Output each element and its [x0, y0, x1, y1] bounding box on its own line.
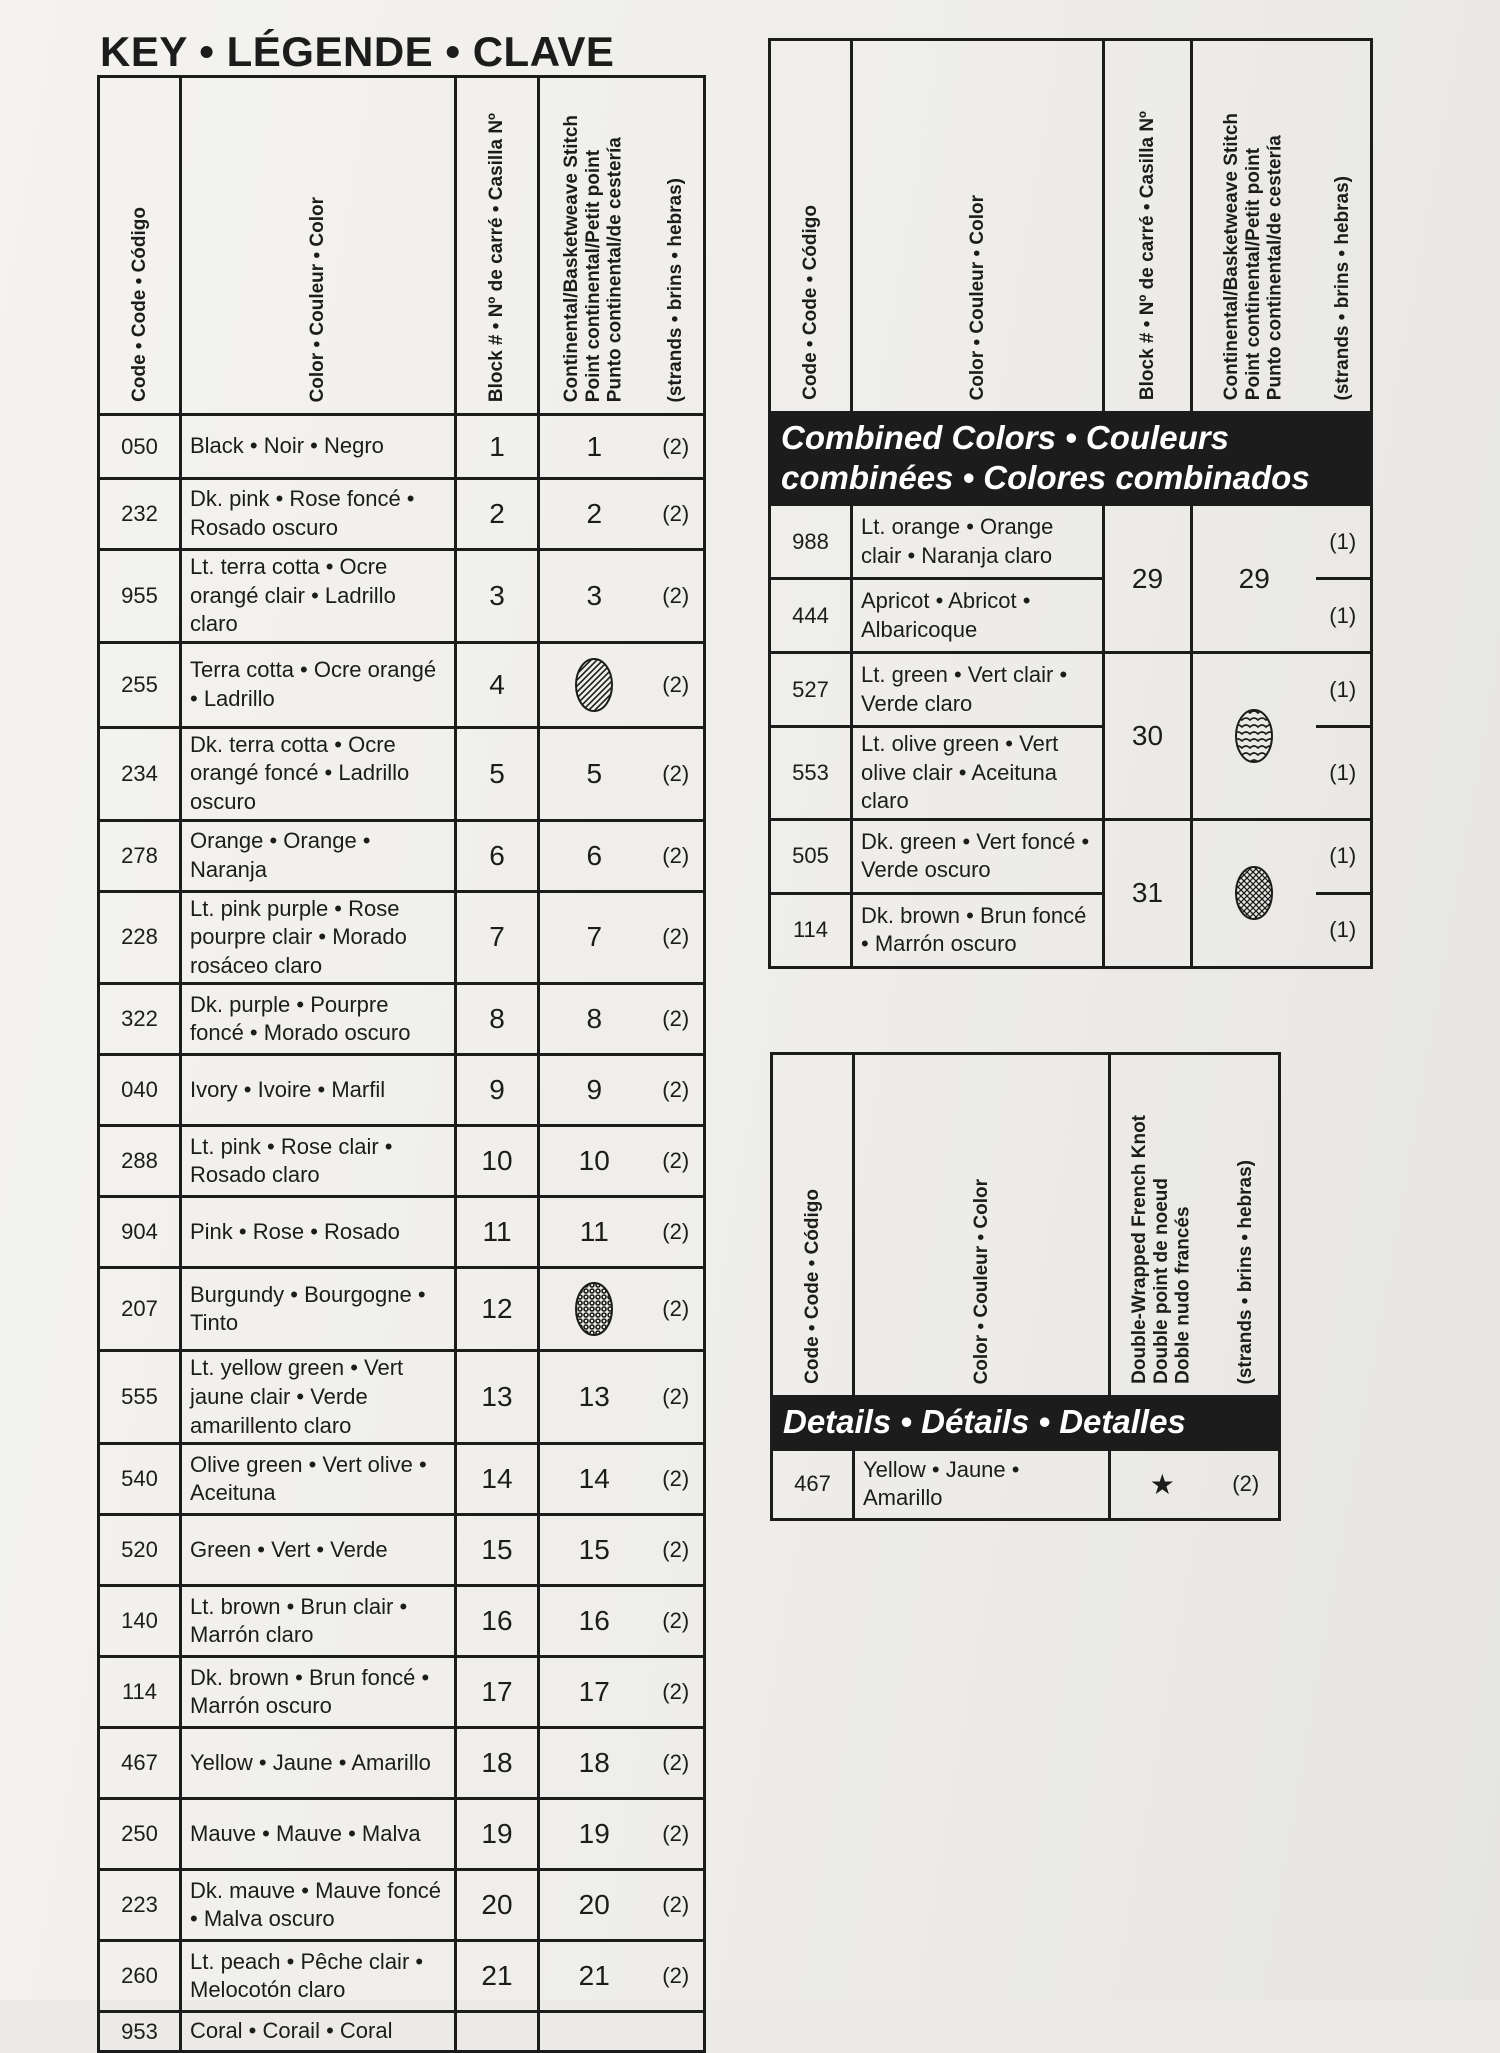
header-strands: (strands • brins • hebras) [649, 77, 705, 415]
combined-colors-table [768, 38, 1373, 969]
block-number: 1 [456, 415, 539, 479]
color-name: Orange • Orange • Naranja [181, 820, 456, 891]
color-code: 540 [99, 1444, 181, 1515]
stitch-symbol [1192, 653, 1316, 820]
crosshatch-oval-icon [1234, 865, 1274, 921]
color-name: Burgundy • Bourgogne • Tinto [181, 1268, 456, 1351]
strand-count: (1) [1316, 727, 1372, 820]
table-row [99, 1126, 705, 1197]
strand-count [649, 2012, 705, 2052]
stitch-symbol: 21 [539, 1941, 649, 2012]
strand-count: (2) [649, 1055, 705, 1126]
table-row [99, 727, 705, 820]
table-row [99, 415, 705, 479]
block-number: 9 [456, 1055, 539, 1126]
color-name: Mauve • Mauve • Malva [181, 1799, 456, 1870]
stitch-symbol: 7 [539, 891, 649, 984]
strand-count: (2) [649, 1657, 705, 1728]
stitch-symbol [539, 642, 649, 727]
table-row [99, 1799, 705, 1870]
header-stitch: Continental/Basketweave Stitch Point continental/Petit point Punto continental/de cestería [539, 77, 649, 415]
stitch-symbol [1192, 819, 1316, 967]
block-number: 20 [456, 1870, 539, 1941]
diagonal-lines-oval-icon [574, 657, 614, 713]
block-number: 5 [456, 727, 539, 820]
color-name: Yellow • Jaune • Amarillo [854, 1449, 1110, 1519]
color-code: 955 [99, 550, 181, 643]
stitch-symbol: 14 [539, 1444, 649, 1515]
color-name: Dk. brown • Brun foncé • Marrón oscuro [852, 893, 1104, 967]
block-number: 14 [456, 1444, 539, 1515]
header-stitch: Continental/Basketweave Stitch Point continental/Petit point Punto continental/de cestería [1192, 40, 1316, 413]
strand-count: (2) [649, 1728, 705, 1799]
table-row [99, 820, 705, 891]
block-number: 16 [456, 1586, 539, 1657]
color-name: Apricot • Abricot • Albaricoque [852, 579, 1104, 653]
strand-count: (2) [649, 1126, 705, 1197]
color-code: 953 [99, 2012, 181, 2052]
strand-count: (2) [649, 1444, 705, 1515]
stitch-symbol: 2 [539, 479, 649, 550]
color-name: Dk. green • Vert foncé • Verde oscuro [852, 819, 1104, 893]
strand-count: (2) [649, 550, 705, 643]
color-name: Ivory • Ivoire • Marfil [181, 1055, 456, 1126]
block-number: 18 [456, 1728, 539, 1799]
header-block: Block # • Nº de carré • Casilla Nº [1104, 40, 1192, 413]
header-code: Code • Code • Código [772, 1054, 854, 1397]
color-code: 555 [99, 1351, 181, 1444]
strand-count: (2) [649, 1870, 705, 1941]
strand-count: (1) [1316, 819, 1372, 893]
block-number: 15 [456, 1515, 539, 1586]
table-row [99, 2012, 705, 2052]
color-code: 505 [770, 819, 852, 893]
stitch-symbol: 15 [539, 1515, 649, 1586]
details-header-row [772, 1054, 1280, 1397]
color-code: 114 [99, 1657, 181, 1728]
block-number: 6 [456, 820, 539, 891]
block-number: 10 [456, 1126, 539, 1197]
stitch-symbol: 1 [539, 415, 649, 479]
table-row [770, 505, 1372, 579]
color-code: 234 [99, 727, 181, 820]
color-code: 322 [99, 984, 181, 1055]
table-row [99, 642, 705, 727]
block-number: 2 [456, 479, 539, 550]
header-code: Code • Code • Código [99, 77, 181, 415]
stitch-symbol: 8 [539, 984, 649, 1055]
color-name: Lt. green • Vert clair • Verde claro [852, 653, 1104, 727]
color-name: Terra cotta • Ocre orangé • Ladrillo [181, 642, 456, 727]
table-row [99, 479, 705, 550]
strand-count: (1) [1316, 893, 1372, 967]
table-row [99, 1444, 705, 1515]
stitch-symbol [539, 2012, 649, 2052]
block-number [456, 2012, 539, 2052]
color-code: 467 [772, 1449, 854, 1519]
color-code: 553 [770, 727, 852, 820]
stitch-symbol: 18 [539, 1728, 649, 1799]
color-name: Lt. pink purple • Rose pourpre clair • Morado rosáceo claro [181, 891, 456, 984]
header-block: Block # • Nº de carré • Casilla Nº [456, 77, 539, 415]
block-number: 29 [1104, 505, 1192, 653]
strand-count: (2) [1214, 1449, 1280, 1519]
color-name: Dk. pink • Rose foncé • Rosado oscuro [181, 479, 456, 550]
table-row [99, 1941, 705, 2012]
strand-count: (2) [649, 1515, 705, 1586]
table-row [99, 1055, 705, 1126]
table-row [99, 891, 705, 984]
key-title: KEY • LÉGENDE • CLAVE [100, 28, 615, 75]
stitch-symbol: 17 [539, 1657, 649, 1728]
color-code: 260 [99, 1941, 181, 2012]
table-row [99, 1197, 705, 1268]
stitch-symbol: 5 [539, 727, 649, 820]
stitch-symbol: 9 [539, 1055, 649, 1126]
color-name: Lt. orange • Orange clair • Naranja claro [852, 505, 1104, 579]
color-name: Olive green • Vert olive • Aceituna [181, 1444, 456, 1515]
stitch-symbol: 13 [539, 1351, 649, 1444]
strand-count: (2) [649, 1586, 705, 1657]
block-number: 21 [456, 1941, 539, 2012]
block-number: 17 [456, 1657, 539, 1728]
block-number: 30 [1104, 653, 1192, 820]
color-name: Lt. terra cotta • Ocre orangé clair • Ladrillo claro [181, 550, 456, 643]
color-name: Dk. brown • Brun foncé • Marrón oscuro [181, 1657, 456, 1728]
color-code: 250 [99, 1799, 181, 1870]
color-code: 988 [770, 505, 852, 579]
color-code: 255 [99, 642, 181, 727]
header-color: Color • Couleur • Color [854, 1054, 1110, 1397]
strand-count: (1) [1316, 505, 1372, 579]
block-number: 11 [456, 1197, 539, 1268]
details-band [772, 1397, 1280, 1450]
table-row [99, 1515, 705, 1586]
stitch-symbol: 6 [539, 820, 649, 891]
block-number: 7 [456, 891, 539, 984]
stitch-symbol [539, 1268, 649, 1351]
combined-header-row [770, 40, 1372, 413]
color-name: Green • Vert • Verde [181, 1515, 456, 1586]
header-color: Color • Couleur • Color [852, 40, 1104, 413]
strand-count: (2) [649, 415, 705, 479]
stitch-symbol: 16 [539, 1586, 649, 1657]
table-row [99, 1268, 705, 1351]
color-code: 278 [99, 820, 181, 891]
color-code: 040 [99, 1055, 181, 1126]
header-code: Code • Code • Código [770, 40, 852, 413]
table-row [770, 653, 1372, 727]
left-key-table [97, 75, 706, 2053]
table-row [770, 819, 1372, 893]
color-code: 207 [99, 1268, 181, 1351]
combined-colors-title: Combined Colors • Couleurs combinées • Colores combinados [770, 413, 1372, 505]
block-number: 13 [456, 1351, 539, 1444]
color-code: 520 [99, 1515, 181, 1586]
block-number: 3 [456, 550, 539, 643]
block-number: 4 [456, 642, 539, 727]
color-name: Yellow • Jaune • Amarillo [181, 1728, 456, 1799]
table-row [99, 550, 705, 643]
strand-count: (2) [649, 1351, 705, 1444]
color-name: Black • Noir • Negro [181, 415, 456, 479]
star-icon: ★ [1110, 1449, 1214, 1519]
table-row [99, 1657, 705, 1728]
wavy-lines-oval-icon [1234, 708, 1274, 764]
color-code: 527 [770, 653, 852, 727]
header-strands: (strands • brins • hebras) [1316, 40, 1372, 413]
color-name: Lt. yellow green • Vert jaune clair • Verde amarillento claro [181, 1351, 456, 1444]
color-name: Dk. mauve • Mauve foncé • Malva oscuro [181, 1870, 456, 1941]
color-code: 232 [99, 479, 181, 550]
table-row [772, 1449, 1280, 1519]
left-header-row [99, 77, 705, 415]
block-number: 31 [1104, 819, 1192, 967]
dotted-oval-icon [574, 1281, 614, 1337]
header-stitch: Double-Wrapped French Knot Double point de noeud Doble nudo francés [1110, 1054, 1214, 1397]
color-name: Dk. terra cotta • Ocre orangé foncé • Ladrillo oscuro [181, 727, 456, 820]
table-row [99, 1728, 705, 1799]
color-name: Lt. olive green • Vert olive clair • Aceituna claro [852, 727, 1104, 820]
stitch-symbol: 19 [539, 1799, 649, 1870]
color-code: 228 [99, 891, 181, 984]
color-code: 467 [99, 1728, 181, 1799]
block-number: 8 [456, 984, 539, 1055]
stitch-symbol: 10 [539, 1126, 649, 1197]
color-name: Lt. peach • Pêche clair • Melocotón claro [181, 1941, 456, 2012]
color-name: Lt. pink • Rose clair • Rosado claro [181, 1126, 456, 1197]
details-title: Details • Détails • Detalles [772, 1397, 1280, 1450]
strand-count: (2) [649, 984, 705, 1055]
details-table [770, 1052, 1281, 1521]
color-name: Lt. brown • Brun clair • Marrón claro [181, 1586, 456, 1657]
table-row [99, 1870, 705, 1941]
color-code: 223 [99, 1870, 181, 1941]
combined-colors-band [770, 413, 1372, 505]
strand-count: (2) [649, 1799, 705, 1870]
color-code: 140 [99, 1586, 181, 1657]
table-row [99, 1586, 705, 1657]
block-number: 19 [456, 1799, 539, 1870]
strand-count: (2) [649, 820, 705, 891]
stitch-symbol: 11 [539, 1197, 649, 1268]
strand-count: (2) [649, 1197, 705, 1268]
stitch-symbol: 29 [1192, 505, 1316, 653]
color-name: Pink • Rose • Rosado [181, 1197, 456, 1268]
color-code: 904 [99, 1197, 181, 1268]
color-name: Dk. purple • Pourpre foncé • Morado oscuro [181, 984, 456, 1055]
color-code: 114 [770, 893, 852, 967]
header-strands: (strands • brins • hebras) [1214, 1054, 1280, 1397]
table-row [99, 984, 705, 1055]
strand-count: (2) [649, 479, 705, 550]
strand-count: (1) [1316, 579, 1372, 653]
strand-count: (2) [649, 727, 705, 820]
strand-count: (2) [649, 891, 705, 984]
color-code: 444 [770, 579, 852, 653]
color-code: 288 [99, 1126, 181, 1197]
stitch-symbol: 3 [539, 550, 649, 643]
strand-count: (2) [649, 1268, 705, 1351]
strand-count: (1) [1316, 653, 1372, 727]
strand-count: (2) [649, 642, 705, 727]
stitch-symbol: 20 [539, 1870, 649, 1941]
color-code: 050 [99, 415, 181, 479]
strand-count: (2) [649, 1941, 705, 2012]
header-color: Color • Couleur • Color [181, 77, 456, 415]
table-row [99, 1351, 705, 1444]
color-name: Coral • Corail • Coral [181, 2012, 456, 2052]
block-number: 12 [456, 1268, 539, 1351]
